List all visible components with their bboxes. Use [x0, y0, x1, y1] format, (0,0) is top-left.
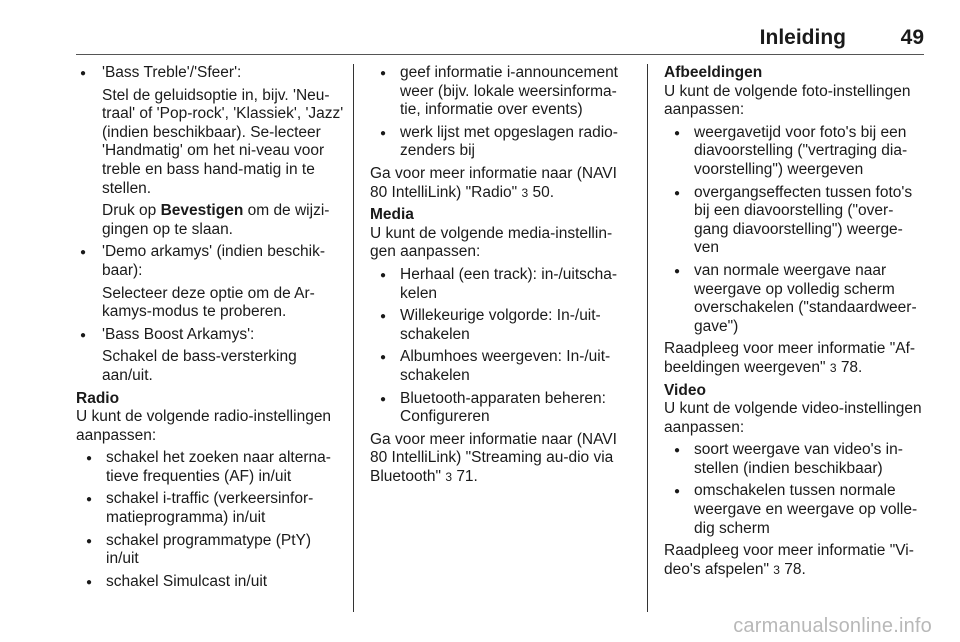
section-intro: U kunt de volgende foto-instellingen aanpassen:: [664, 82, 911, 119]
section-title: Radio: [76, 389, 120, 407]
list-item: [76, 64, 344, 239]
list-item: ● schakel Simulcast in/uit: [76, 573, 344, 592]
list-item: ● schakel i-traffic (verkeersinfor-matieprogramma) in/uit: [76, 490, 344, 527]
watermark: carmanualsonline.info: [733, 615, 932, 637]
column-2: [370, 64, 632, 490]
list-item: ● Herhaal (een track): in-/uitscha-kelen: [370, 266, 632, 303]
list-item-label: ● 'Bass Boost Arkamys':: [102, 325, 255, 343]
header-rule: [76, 54, 924, 55]
page-ref-icon: 3: [829, 360, 837, 375]
list-item: ● schakel het zoeken naar alterna-tieve frequenties (AF) in/uit: [76, 449, 344, 486]
paragraph: Druk op Bevestigen om de wijzi-gingen op te slaan.: [102, 202, 330, 238]
more-info-images: Raadpleeg voor meer informatie "Af-beeldingen weergeven" 3 78.: [664, 340, 916, 376]
list-item: ● van normale weergave naar weergave op volledig scherm overschakelen ("standaardweer-gave"): [664, 262, 926, 336]
sound-options-list: [76, 64, 344, 386]
page-ref: 50.: [532, 183, 555, 201]
bold-term: Bevestigen: [160, 202, 244, 220]
page-ref-icon: 3: [445, 469, 452, 484]
section-title: Afbeeldingen: [664, 64, 763, 81]
page-number: 49: [900, 26, 924, 49]
page-ref-icon: 3: [773, 562, 780, 577]
paragraph: Stel de geluidsoptie in, bijv. 'Neu-traal' of 'Pop-rock', 'Klassiek', 'Jazz' (indien beschikbaar). Se-lecteer 'Handmatig' om het ni-veau voor treble en bass hand-matig in te stellen.: [102, 86, 344, 197]
section-intro: U kunt de volgende media-instellin-gen aanpassen:: [370, 224, 613, 261]
paragraph: Selecteer deze optie om de Ar-kamys-modus te proberen.: [102, 284, 315, 321]
list-item-label: ● 'Bass Treble'/'Sfeer':: [102, 64, 242, 81]
media-options-list: [370, 266, 632, 427]
page-ref: 78.: [784, 560, 806, 578]
media-section: [370, 206, 632, 486]
list-item: [76, 243, 344, 321]
radio-section: [76, 390, 344, 592]
section-intro: U kunt de volgende video-instellingen aanpassen:: [664, 400, 922, 436]
list-item: ● overgangseffecten tussen foto's bij een diavoorstelling ("over-gang diavoorstelling") weerge-ven: [664, 184, 926, 258]
page-ref: 71.: [456, 467, 478, 485]
list-item: ● Willekeurige volgorde: In-/uit-schakelen: [370, 307, 632, 344]
page-ref-icon: 3: [521, 185, 529, 200]
images-options-list: [664, 124, 926, 337]
list-item: ● weergavetijd voor foto's bij een diavoorstelling ("vertraging dia-voorstelling") weergeven: [664, 124, 926, 180]
page-header: [0, 26, 960, 56]
video-section: [664, 382, 926, 580]
section-title: Media: [370, 206, 414, 224]
section-intro: U kunt de volgende radio-instellingen aanpassen:: [76, 408, 332, 444]
more-info-radio: Ga voor meer informatie naar (NAVI 80 IntelliLink) "Radio" 3 50.: [370, 164, 617, 201]
radio-options-list: [76, 449, 344, 591]
list-item: ● geef informatie i-announcement weer (bijv. lokale weersinforma-tie, informatie over events): [370, 64, 632, 120]
list-item-label: ● 'Demo arkamys' (indien beschik-baar):: [102, 243, 325, 279]
list-item: ● Bluetooth-apparaten beheren: Configureren: [370, 390, 632, 427]
radio-options-list-continued: [370, 64, 632, 161]
list-item: ● schakel programmatype (PtY) in/uit: [76, 532, 344, 569]
images-section: [664, 64, 926, 378]
more-info-video: Raadpleeg voor meer informatie "Vi-deo's afspelen" 3 78.: [664, 542, 914, 578]
more-info-media: Ga voor meer informatie naar (NAVI 80 IntelliLink) "Streaming au-dio via Bluetooth" 3 71.: [370, 430, 617, 485]
list-item: ● werk lijst met opgeslagen radio-zenders bij: [370, 124, 632, 161]
page-title: Inleiding: [759, 26, 846, 49]
column-1: [76, 64, 344, 595]
column-3: [664, 64, 926, 583]
section-title: Video: [664, 381, 706, 399]
page-ref: 78.: [840, 358, 863, 376]
video-options-list: [664, 441, 926, 538]
column-divider-2: [647, 64, 648, 612]
list-item: [76, 326, 344, 386]
paragraph: Schakel de bass-versterking aan/uit.: [102, 348, 297, 384]
list-item: ● soort weergave van video's in-stellen (indien beschikbaar): [664, 441, 926, 478]
list-item: ● omschakelen tussen normale weergave en weergave op volle-dig scherm: [664, 482, 926, 538]
list-item: ● Albumhoes weergeven: In-/uit-schakelen: [370, 348, 632, 385]
column-divider-1: [353, 64, 354, 612]
